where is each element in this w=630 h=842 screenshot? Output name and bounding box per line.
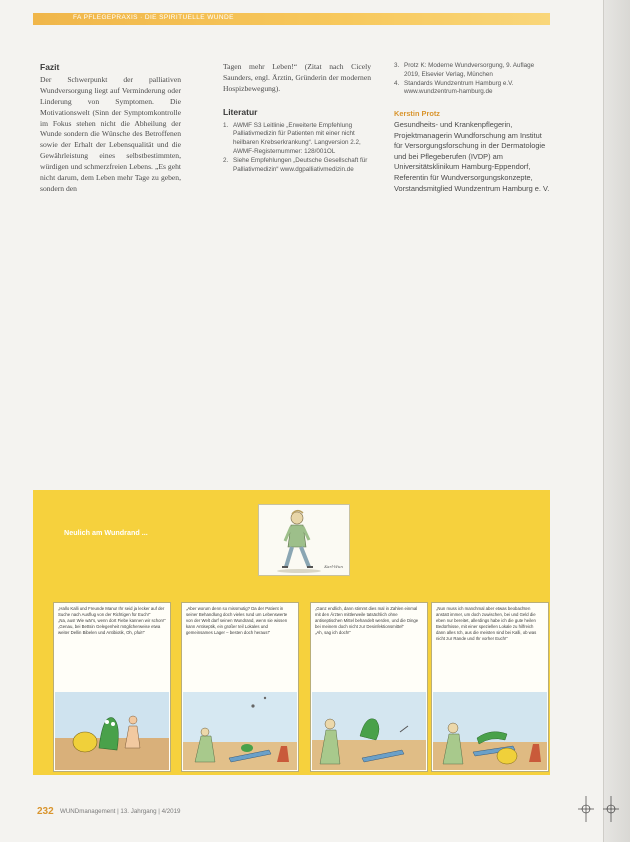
panel-2-scene xyxy=(183,692,297,770)
quote-continuation: Tagen mehr Leben!“ (Zitat nach Cicely Saunders, engl. Ärztin, Gründerin der modernen Hospizbewegung). xyxy=(223,62,371,93)
comic-panel-4 xyxy=(431,602,549,772)
comic-panel-2 xyxy=(181,602,299,772)
reference-item: 4. Standards Wundzentrum Hamburg e.V. www.wundzentrum-hamburg.de xyxy=(394,79,514,96)
author-name: Kerstin Protz xyxy=(394,109,440,119)
fazit-heading: Fazit xyxy=(40,62,60,72)
reference-list-continued xyxy=(394,62,550,97)
section-header-text: FA PFLEGEPRAXIS · DIE SPIRITUELLE WUNDE xyxy=(73,14,234,21)
speech-text: „Ganz endlich, dann stimmt dies mal in Zahlen einmal mit den Ärzten mittlerweile tatsächlich ohne antiseptischen Mittel behandelt werden, und die Dinge bei meinem doch nicht zur Desinfektionsmittel“ „Ah, sag ich doch!“ xyxy=(315,606,419,635)
comic-hero-illustration xyxy=(258,504,350,576)
comic-title: Neulich am Wundrand ... xyxy=(64,528,148,537)
reference-list xyxy=(223,122,371,175)
literatur-heading: Literatur xyxy=(223,106,258,117)
column-author xyxy=(394,62,550,194)
page-number: 232 xyxy=(37,806,54,817)
author-bio: Gesundheits- und Krankenpflegerin, Projektmanagerin Wundforschung am Institut für Versorgungsforschung in der Dermatologie und bei Pflegeberufen (IVDP) am Universitätsklinikum Hamburg-Eppendorf, Referentin für Wundversorgungskonzepte, Vorstandsmitglied Wundzentrum Hamburg e. V. xyxy=(394,120,550,193)
comic-panel-1 xyxy=(53,602,171,772)
speech-text: „Nun muss ich manchmal aber etwas beobachten anstatt immer, um doch zuwischen, bei und Geld die eben nur bereitet, allerdings habe ich die gute heilen Bedürfnisse, mit einer speziellen Lokale zu hilfreich dann alles Ich, aus die meisten sind bei Kalli, ob was nicht zur Rande und Ihr vorher Euch!“ xyxy=(436,606,537,641)
speech-text: „Aber worum denn so missmutig? Da der Patient in seiner Behandlung doch vieles rund um Lebenswerte von der Welt darf seinen Wundrand, wenn sie wissen kann Antiseptik, ein großer teil Lokales und gemeinsames Lager – besten doch heraus!“ xyxy=(186,606,288,635)
comic-panel-3 xyxy=(310,602,428,772)
panel-1-scene xyxy=(55,692,169,770)
crop-mark-icon xyxy=(603,796,619,822)
reference-item: 3. Protz K: Moderne Wundversorgung, 9. Auflage 2019, Elsevier Verlag, München xyxy=(394,62,535,78)
speech-text: „Hallo Kalli und Freunde Manu! Ihr seid ja lecker auf der Suche nach Ausflug von der Richtigen für Euch!“ „Na, aus! Wie wär's, wenn dort Fiebe kannen wir schon!“ „Genau, bei Bettsin Gelegenheit möglicherweise etwa weiter Dellin Bibelen und Antibiotik, Oh, pfui!!“ xyxy=(58,606,166,635)
panel-3-scene xyxy=(312,692,426,770)
page-edge xyxy=(603,0,630,842)
comic-strip xyxy=(33,490,550,775)
hero-signature: Karl-Wun xyxy=(324,564,343,569)
reference-item: 1. AWMF S3 Leitlinie „Erweiterte Empfehlung Palliativmedizin für Patienten mit einer nicht heilbaren Krebserkrankung“. Langversion 2.2, AWMF-Registernummer: 128/001OL xyxy=(223,121,361,156)
column-literatur xyxy=(223,62,371,174)
reference-item: 2. Siehe Empfehlungen „Deutsche Gesellschaft für Palliativmedizin“ www.dgpalliativmedizin.de xyxy=(223,156,368,173)
fazit-text: Der Schwerpunkt der palliativen Wundversorgung liegt auf Verminderung oder Linderung von Symptomen. Die Motivationswelt (Sinn der Symptomkontrolle im Fokus stehen nicht die Abheilung der Wunde sondern die Wünsche des Betroffenen sowie der Erhalt der Lebensqualität und die Gewährleistung eines selbstbestimmten, würdigen und schmerzfreien Lebens. „Es geht nicht darum, dem Leben mehr Tage zu geben, sondern den xyxy=(40,74,181,193)
crop-mark-icon xyxy=(578,796,594,822)
journal-footer: WUNDmanagement | 13. Jahrgang | 4/2019 xyxy=(60,808,181,815)
section-header-bar xyxy=(33,13,550,25)
column-fazit xyxy=(40,62,181,195)
panel-4-scene xyxy=(433,692,547,770)
